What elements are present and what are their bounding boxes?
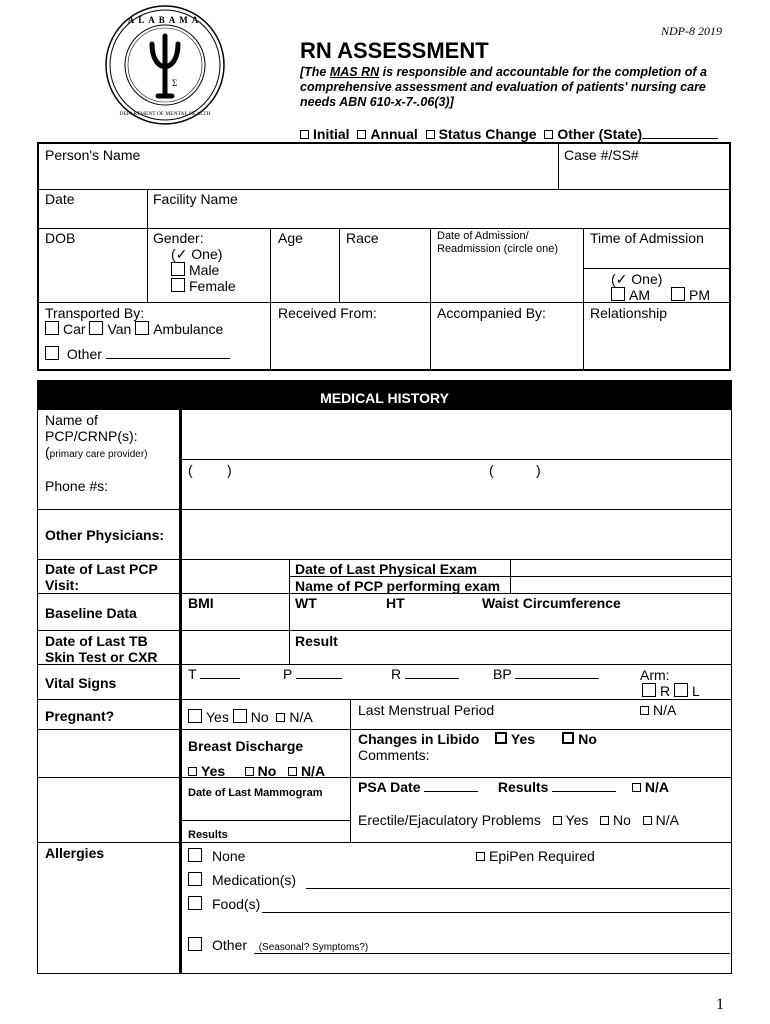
- form-code: NDP-8 2019: [661, 24, 722, 38]
- pregnant-no-checkbox[interactable]: [233, 709, 247, 723]
- transported-by-label: Transported By:: [45, 305, 145, 321]
- pregnant-yes-checkbox[interactable]: [188, 709, 202, 723]
- libido-no[interactable]: No: [562, 731, 597, 747]
- am-checkbox[interactable]: [611, 287, 625, 301]
- libido-label: Changes in Libido Yes No: [358, 731, 597, 747]
- bd-yes[interactable]: Yes: [188, 763, 225, 779]
- resp-field[interactable]: R: [391, 666, 459, 682]
- last-physical-label: Date of Last Physical Exam: [295, 561, 478, 577]
- bmi-label: BMI: [188, 595, 214, 611]
- seasonal-hint: (Seasonal? Symptoms?): [258, 942, 369, 953]
- svg-text:ALABAMA: ALABAMA: [127, 15, 203, 25]
- epipen-option[interactable]: EpiPen Required: [476, 848, 595, 864]
- waist-label: Waist Circumference: [482, 595, 621, 611]
- case-ss-label: Case #/SS#: [564, 147, 639, 163]
- pregnant-yes[interactable]: Yes: [188, 709, 229, 725]
- vital-signs-label: Vital Signs: [45, 675, 117, 691]
- psa-results-blank[interactable]: [552, 791, 616, 792]
- svg-text:Σ: Σ: [172, 78, 178, 88]
- medical-history-heading: MEDICAL HISTORY: [37, 380, 732, 410]
- other-blank[interactable]: [106, 358, 230, 359]
- allergy-none-option[interactable]: None: [188, 848, 245, 864]
- type-other[interactable]: Other (State): [544, 126, 642, 142]
- erectile-na[interactable]: N/A: [643, 812, 679, 828]
- pm-option[interactable]: PM: [671, 287, 710, 303]
- svg-text:DEPARTMENT OF MENTAL HEALTH: DEPARTMENT OF MENTAL HEALTH: [119, 111, 211, 117]
- allergy-foods-option[interactable]: Food(s): [188, 896, 260, 912]
- car-option[interactable]: Car: [45, 321, 86, 337]
- tb-label-2: Skin Test or CXR: [45, 649, 158, 665]
- medications-checkbox[interactable]: [188, 872, 202, 886]
- dob-label: DOB: [45, 230, 76, 246]
- pregnant-no[interactable]: No: [233, 709, 269, 725]
- admission-label-1: Date of Admission/: [437, 230, 529, 242]
- pcp-label-1: Name of: [45, 412, 98, 428]
- alabama-dmh-seal: [104, 4, 226, 126]
- allergy-medications-option[interactable]: Medication(s): [188, 872, 296, 888]
- female-checkbox[interactable]: [171, 278, 185, 292]
- last-pcp-label-2: Visit:: [45, 577, 79, 593]
- race-label: Race: [346, 230, 379, 246]
- gender-label: Gender:: [153, 230, 204, 246]
- am-option[interactable]: AM: [611, 287, 650, 303]
- assessment-type-options: [300, 126, 718, 142]
- phone-2-open-paren: (: [489, 462, 494, 478]
- allergy-other-checkbox[interactable]: [188, 937, 202, 951]
- psa-date-blank[interactable]: [424, 791, 478, 792]
- erectile-no[interactable]: No: [600, 812, 631, 828]
- foods-checkbox[interactable]: [188, 896, 202, 910]
- van-checkbox[interactable]: [89, 321, 103, 335]
- lmp-na[interactable]: N/A: [640, 702, 676, 718]
- pregnant-label: Pregnant?: [45, 708, 115, 724]
- transport-options: [45, 321, 223, 337]
- form-subtitle: [The MAS RN is responsible and accountable for the completion of a comprehensive assessment and evaluation of patients' nursing care needs ABN 610-x-7-.06(3)]: [300, 65, 708, 109]
- bd-na[interactable]: N/A: [288, 763, 325, 779]
- arm-l-checkbox[interactable]: [674, 683, 688, 697]
- other-checkbox[interactable]: [45, 346, 59, 360]
- erectile-yes[interactable]: Yes: [553, 812, 589, 828]
- gender-female-option[interactable]: Female: [171, 278, 236, 294]
- arm-r-checkbox[interactable]: [642, 683, 656, 697]
- pcp-label-2: PCP/CRNP(s):: [45, 428, 138, 444]
- form-title: RN ASSESSMENT: [300, 38, 489, 63]
- allergy-none-checkbox[interactable]: [188, 848, 202, 862]
- arm-options: R L: [642, 683, 700, 699]
- medical-history-box: [37, 410, 732, 974]
- date-label: Date: [45, 191, 75, 207]
- tb-result-label: Result: [295, 633, 338, 649]
- time-check-one: (✓ One): [611, 271, 663, 287]
- car-checkbox[interactable]: [45, 321, 59, 335]
- bd-no[interactable]: No: [245, 763, 277, 779]
- libido-comments-label: Comments:: [358, 747, 430, 763]
- ht-label: HT: [386, 595, 405, 611]
- gender-check-one: (✓ One): [171, 246, 223, 262]
- type-initial[interactable]: Initial: [300, 126, 350, 142]
- page-number: 1: [716, 996, 724, 1013]
- erectile-row: Erectile/Ejaculatory Problems Yes No N/A: [358, 812, 679, 828]
- psa-na[interactable]: N/A: [632, 779, 669, 795]
- tb-label-1: Date of Last TB: [45, 633, 148, 649]
- allergies-label: Allergies: [45, 845, 105, 861]
- age-label: Age: [278, 230, 303, 246]
- mammogram-label: Date of Last Mammogram: [188, 787, 323, 799]
- male-checkbox[interactable]: [171, 262, 185, 276]
- pcp-label-3: (primary care provider): [45, 444, 148, 460]
- persons-name-label: Person's Name: [45, 147, 141, 163]
- lmp-label: Last Menstrual Period: [358, 702, 495, 718]
- temp-field[interactable]: T: [188, 666, 240, 682]
- van-option[interactable]: Van: [89, 321, 131, 337]
- accompanied-by-label: Accompanied By:: [437, 305, 546, 321]
- ambulance-option[interactable]: Ambulance: [135, 321, 223, 337]
- phone-1-close-paren: ): [227, 462, 232, 478]
- transport-other-option[interactable]: Other: [45, 346, 230, 362]
- pcp-performing-label: Name of PCP performing exam: [295, 578, 501, 594]
- allergy-other-option[interactable]: Other (Seasonal? Symptoms?): [188, 937, 368, 954]
- time-of-admission-label: Time of Admission: [590, 230, 704, 246]
- pregnant-options: [188, 709, 313, 725]
- mas-rn-emphasis: MAS RN: [329, 65, 380, 79]
- mammogram-results-label: Results: [188, 829, 228, 841]
- pm-checkbox[interactable]: [671, 287, 685, 301]
- admission-label-2: Readmission (circle one): [437, 243, 559, 255]
- breast-discharge-label: Breast Discharge: [188, 738, 304, 754]
- type-annual[interactable]: Annual: [357, 126, 417, 142]
- type-status-change[interactable]: Status Change: [426, 126, 537, 142]
- breast-discharge-options: [188, 763, 325, 779]
- libido-yes[interactable]: Yes: [495, 731, 535, 747]
- relationship-label: Relationship: [590, 305, 668, 321]
- phone-1-open-paren: (: [188, 462, 193, 478]
- pregnant-na[interactable]: N/A: [276, 709, 312, 725]
- received-from-label: Received From:: [278, 305, 377, 321]
- psa-row: PSA Date Results N/A: [358, 779, 670, 795]
- gender-male-option[interactable]: Male: [171, 262, 219, 278]
- last-pcp-label-1: Date of Last PCP: [45, 561, 158, 577]
- phone-2-close-paren: ): [536, 462, 541, 478]
- other-physicians-label: Other Physicians:: [45, 527, 165, 543]
- pulse-field[interactable]: P: [283, 666, 342, 682]
- facility-name-label: Facility Name: [153, 191, 238, 207]
- arm-label: Arm:: [640, 667, 670, 683]
- bp-field[interactable]: BP: [493, 666, 599, 682]
- ambulance-checkbox[interactable]: [135, 321, 149, 335]
- phone-label: Phone #s:: [45, 478, 109, 494]
- baseline-data-label: Baseline Data: [45, 605, 137, 621]
- wt-label: WT: [295, 595, 317, 611]
